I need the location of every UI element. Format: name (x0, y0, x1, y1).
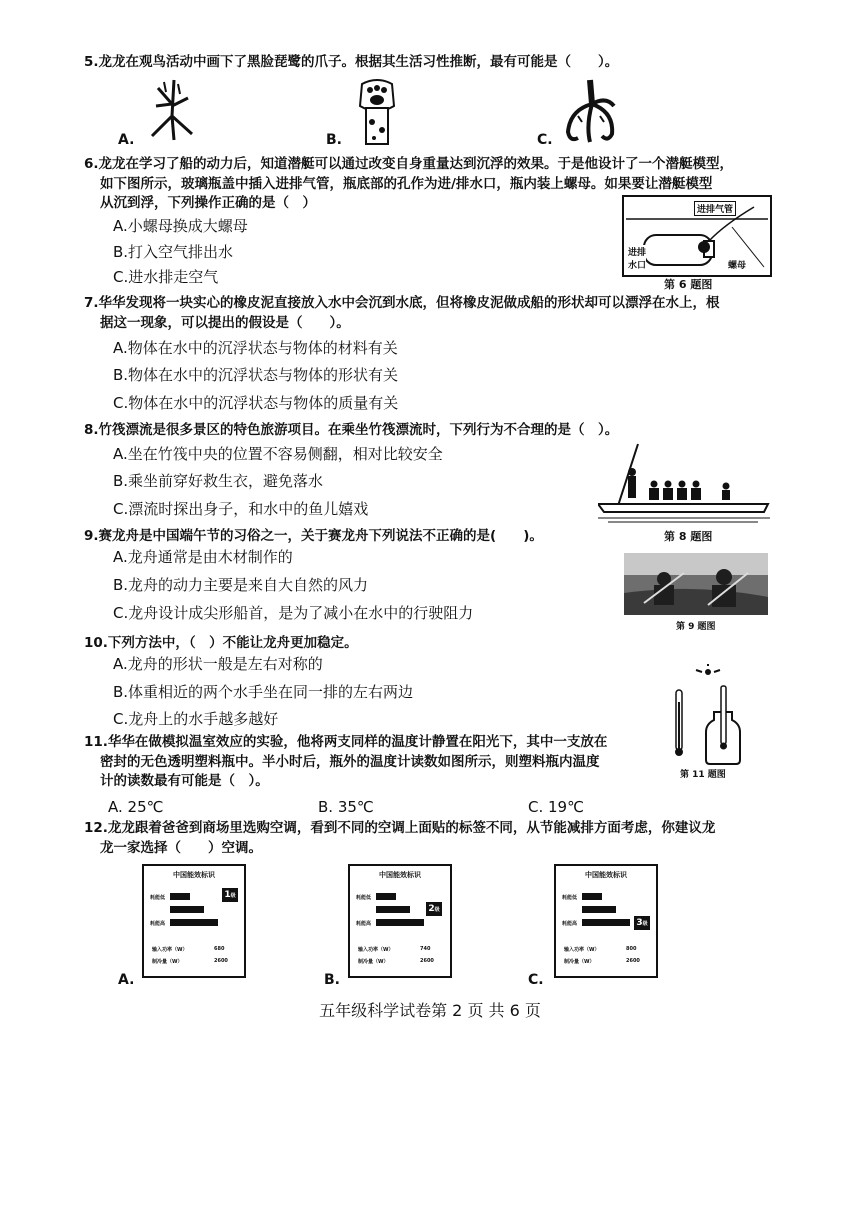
energy-label-b (348, 864, 452, 978)
question-6-line-3: 从沉到浮，下列操作正确的是（ ） (100, 195, 316, 211)
question-11-line-3: 计的读数最有可能是（ ）。 (100, 773, 269, 789)
q10-option-c[interactable]: C.龙舟上的水手越多越好 (113, 710, 279, 728)
label-air-tube: 进排气管 (694, 201, 736, 216)
cooling-capacity-value: 2600 (214, 958, 228, 964)
energy-label-low: 耗能低 (562, 895, 578, 901)
q8-option-a[interactable]: A.坐在竹筏中央的位置不容易侧翻，相对比较安全 (113, 445, 443, 463)
bird-foot-talon-image (556, 76, 622, 148)
energy-label-low: 耗能低 (150, 895, 166, 901)
grade-bar-1 (170, 893, 190, 900)
grade-bar-3 (376, 919, 424, 926)
energy-label-high: 耗能高 (150, 921, 166, 927)
figure-6-caption: 第 6 题图 (664, 278, 713, 291)
question-7-line-1: 7.华华发现将一块实心的橡皮泥直接放入水中会沉到水底，但将橡皮泥做成船的形状却可以漂浮在水上，根 (84, 295, 720, 311)
question-5: 5.龙龙在观鸟活动中画下了黑脸琵鹭的爪子。根据其生活习性推断，最有可能是（ ）。 (84, 54, 619, 70)
q5-option-a[interactable]: A. (118, 132, 135, 148)
figure-11-caption: 第 11 题图 (680, 770, 726, 780)
q12-option-c[interactable]: C. (528, 972, 544, 988)
energy-label-title: 中国能效标识 (379, 871, 421, 879)
q6-option-a[interactable]: A.小螺母换成大螺母 (113, 217, 248, 235)
cooling-capacity-label: 制冷量（W） (564, 959, 595, 965)
sun-icon (696, 664, 720, 675)
q5-option-b[interactable]: B. (326, 132, 342, 148)
q10-option-b[interactable]: B.体重相近的两个水手坐在同一排的左右两边 (113, 683, 414, 701)
energy-label-low: 耗能低 (356, 895, 372, 901)
input-power-value: 740 (420, 946, 431, 952)
q6-option-b[interactable]: B.打入空气排出水 (113, 243, 234, 261)
q11-option-b[interactable]: B. 35℃ (318, 798, 374, 816)
grade-bar-1 (582, 893, 602, 900)
q11-option-a[interactable]: A. 25℃ (108, 798, 164, 816)
grade-suffix: 级 (230, 893, 236, 899)
page-footer: 五年级科学试卷第 2 页 共 6 页 (319, 1001, 541, 1020)
q11-option-c[interactable]: C. 19℃ (528, 798, 584, 816)
q7-option-b[interactable]: B.物体在水中的沉浮状态与物体的形状有关 (113, 366, 399, 384)
grade-bar-3 (582, 919, 630, 926)
question-7-line-2: 据这一现象，可以提出的假设是（ ）。 (100, 315, 350, 331)
q5-option-c[interactable]: C. (537, 132, 553, 148)
input-power-label: 输入功率（W） (564, 947, 600, 953)
energy-label-high: 耗能高 (356, 921, 372, 927)
label-nut: 螺母 (728, 258, 746, 271)
question-11-line-2: 密封的无色透明塑料瓶中。半小时后，瓶外的温度计读数如图所示，则塑料瓶内温度 (100, 754, 600, 770)
bamboo-raft-image (598, 442, 770, 524)
question-6-line-1: 6.龙龙在学习了船的动力后，知道潜艇可以通过改变自身重量达到沉浮的效果。于是他设计了一个潜艇模型， (84, 156, 734, 172)
q9-option-a[interactable]: A.龙舟通常是由木材制作的 (113, 548, 293, 566)
energy-label-high: 耗能高 (562, 921, 578, 927)
figure-9-caption: 第 9 题图 (676, 622, 716, 632)
cooling-capacity-label: 制冷量（W） (358, 959, 389, 965)
cooling-capacity-value: 2600 (420, 958, 434, 964)
grade-bar-2 (376, 906, 410, 913)
question-11-line-1: 11.华华在做模拟温室效应的实验，他将两支同样的温度计静置在阳光下，其中一支放在 (84, 734, 608, 750)
energy-label-title: 中国能效标识 (173, 871, 215, 879)
label-water-port-2: 水口 (628, 258, 646, 271)
grade-bar-2 (170, 906, 204, 913)
dragon-boat-photo (624, 553, 768, 615)
input-power-value: 800 (626, 946, 637, 952)
q9-option-b[interactable]: B.龙舟的动力主要是来自大自然的风力 (113, 576, 369, 594)
q7-option-a[interactable]: A.物体在水中的沉浮状态与物体的材料有关 (113, 339, 398, 357)
input-power-label: 输入功率（W） (358, 947, 394, 953)
grade-indicator: 3级 (634, 916, 650, 930)
figure-8-caption: 第 8 题图 (664, 530, 713, 543)
energy-label-c (554, 864, 658, 978)
grade-suffix: 级 (642, 921, 648, 927)
bird-foot-webbed-image (352, 78, 402, 148)
energy-label-title: 中国能效标识 (585, 871, 627, 879)
q12-option-b[interactable]: B. (324, 972, 340, 988)
grade-bar-1 (376, 893, 396, 900)
submarine-model-figure (622, 195, 772, 277)
cooling-capacity-label: 制冷量（W） (152, 959, 183, 965)
grade-bar-3 (170, 919, 218, 926)
question-8: 8.竹筏漂流是很多景区的特色旅游项目。在乘坐竹筏漂流时，下列行为不合理的是（ ）。 (84, 422, 619, 438)
q9-option-c[interactable]: C.龙舟设计成尖形船首，是为了减小在水中的行驶阻力 (113, 604, 474, 622)
input-power-value: 680 (214, 946, 225, 952)
grade-suffix: 级 (434, 907, 440, 913)
thermometers-figure (666, 662, 750, 766)
q6-option-c[interactable]: C.进水排走空气 (113, 268, 219, 286)
grade-bar-2 (582, 906, 616, 913)
q8-option-b[interactable]: B.乘坐前穿好救生衣，避免落水 (113, 472, 324, 490)
cooling-capacity-value: 2600 (626, 958, 640, 964)
q8-option-c[interactable]: C.漂流时探出身子，和水中的鱼儿嬉戏 (113, 500, 369, 518)
question-9: 9.赛龙舟是中国端午节的习俗之一，关于赛龙舟下列说法不正确的是( )。 (84, 528, 543, 544)
bird-foot-wading-image (138, 76, 208, 146)
grade-indicator: 2级 (426, 902, 442, 916)
grade-indicator: 1级 (222, 888, 238, 902)
q7-option-c[interactable]: C.物体在水中的沉浮状态与物体的质量有关 (113, 394, 399, 412)
question-12-line-1: 12.龙龙跟着爸爸到商场里选购空调，看到不同的空调上面贴的标签不同，从节能减排方面考虑，你建议龙 (84, 820, 716, 836)
label-water-port-1: 进排 (628, 245, 646, 258)
q10-option-a[interactable]: A.龙舟的形状一般是左右对称的 (113, 655, 323, 673)
question-6-line-2: 如下图所示，玻璃瓶盖中插入进排气管，瓶底部的孔作为进/排水口，瓶内装上螺母。如果要让潜艇模型 (100, 176, 713, 192)
q12-option-a[interactable]: A. (118, 972, 135, 988)
energy-label-a (142, 864, 246, 978)
question-12-line-2: 龙一家选择（ ）空调。 (100, 840, 262, 856)
input-power-label: 输入功率（W） (152, 947, 188, 953)
question-10: 10.下列方法中，（ ）不能让龙舟更加稳定。 (84, 635, 358, 651)
